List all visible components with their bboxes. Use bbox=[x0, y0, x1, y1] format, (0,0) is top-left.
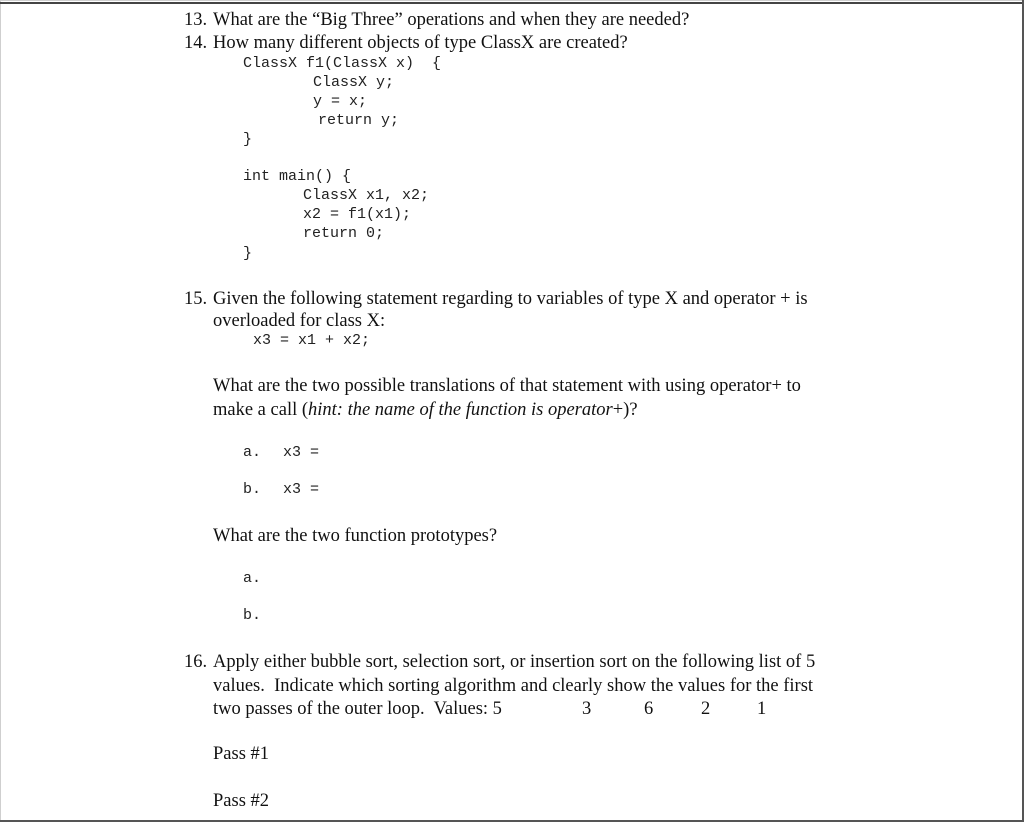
q14-code-line: return 0; bbox=[303, 225, 385, 242]
q14-code-line: x2 = f1(x1); bbox=[303, 206, 412, 223]
q15-translation-text: x3 = bbox=[283, 444, 320, 461]
q16-value: 1 bbox=[757, 699, 767, 719]
page-top-border bbox=[0, 2, 1024, 4]
q15-number: 15. bbox=[184, 289, 208, 309]
q13-text: What are the “Big Three” operations and when they are needed? bbox=[213, 10, 690, 30]
q15-translation-label: a. bbox=[243, 444, 262, 461]
q13-number: 13. bbox=[184, 10, 208, 30]
q16-value: 2 bbox=[701, 699, 711, 719]
q14-code-line: ClassX y; bbox=[313, 74, 395, 91]
q16-value: 3 bbox=[582, 699, 592, 719]
q15-line3: What are the two possible translations of that statement with using operator+ to bbox=[213, 376, 801, 396]
q15-prototype-label: a. bbox=[243, 570, 262, 587]
q15-prototypes-question: What are the two function prototypes? bbox=[213, 526, 498, 546]
q16-value: 6 bbox=[644, 699, 654, 719]
q16-number: 16. bbox=[184, 652, 208, 672]
q14-code-line: ClassX f1(ClassX x) { bbox=[243, 55, 442, 72]
q14-code-line: int main() { bbox=[243, 168, 352, 185]
q15-code: x3 = x1 + x2; bbox=[253, 332, 371, 349]
q15-line2: overloaded for class X: bbox=[213, 311, 386, 331]
q16-line3: two passes of the outer loop. Values: 5 bbox=[213, 699, 502, 719]
q14-code-line: } bbox=[243, 131, 253, 148]
q14-code-line: ClassX x1, x2; bbox=[303, 187, 430, 204]
q15-line4-start: make a call ( bbox=[213, 400, 309, 420]
q15-translation-label: b. bbox=[243, 481, 262, 498]
q14-text: How many different objects of type ClassX are created? bbox=[213, 33, 628, 53]
q16-pass2-label: Pass #2 bbox=[213, 791, 270, 811]
q14-code-line: return y; bbox=[318, 112, 400, 129]
q15-line1: Given the following statement regarding to variables of type X and operator + is bbox=[213, 289, 808, 309]
q16-line1: Apply either bubble sort, selection sort, or insertion sort on the following list of 5 bbox=[213, 652, 816, 672]
q15-hint: hint: the name of the function is operator bbox=[308, 400, 613, 420]
q14-code-line: } bbox=[243, 245, 253, 262]
q15-prototype-label: b. bbox=[243, 607, 262, 624]
q16-line2: values. Indicate which sorting algorithm and clearly show the values for the first bbox=[213, 676, 814, 696]
q15-line4-end: +)? bbox=[612, 400, 638, 420]
q15-line4 bbox=[213, 399, 638, 421]
q15-translation-text: x3 = bbox=[283, 481, 320, 498]
q14-number: 14. bbox=[184, 33, 208, 53]
q14-code-line: y = x; bbox=[313, 93, 368, 110]
q16-pass1-label: Pass #1 bbox=[213, 744, 270, 764]
